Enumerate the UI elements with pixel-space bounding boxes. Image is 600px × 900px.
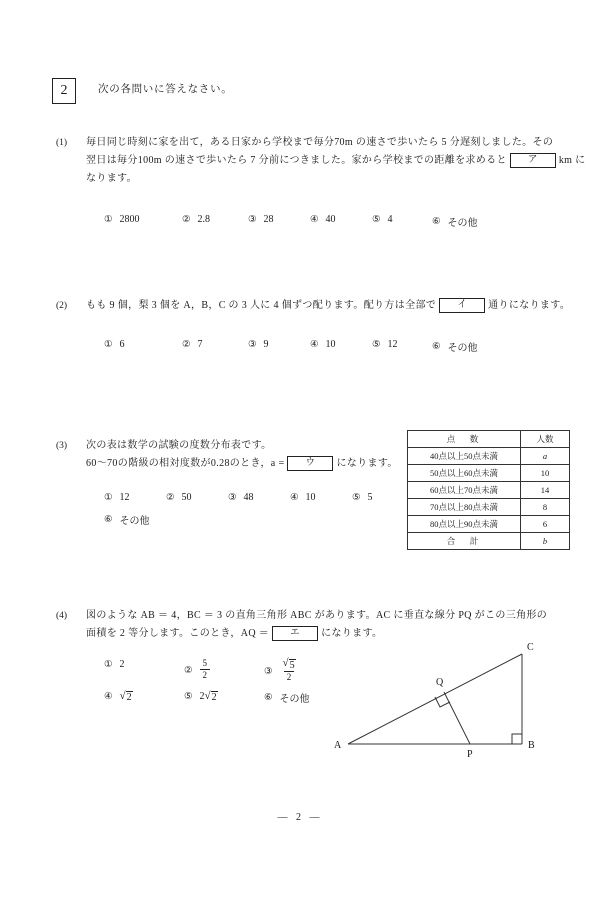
question-3 [56,437,398,473]
choice-2-3-value: 9 [263,339,269,350]
choice-2-5-num: ⑤ [372,340,381,350]
question-4-label: (4) [56,611,68,621]
choice-1-4-num: ④ [310,215,319,225]
question-1-line-2-text: 翌日は毎分100m の速さで歩いたら 7 分前につきました。家から学校までの距離を求めると [86,155,507,166]
section-instruction: 次の各問いに答えなさい。 [98,84,233,95]
table-row [408,499,570,516]
choice-1-6-num: ⑥ [432,217,441,227]
choice-3-4[interactable] [290,492,352,503]
choice-1-5-value: 4 [387,214,393,225]
sqrt-icon: √ 2 [204,690,217,703]
vertex-label-b: B [528,740,535,751]
fraction-numerator: 5 [202,658,208,668]
table-cell-range: 80点以上90点未満 [408,516,521,533]
question-1-line-3: なります。 [86,173,137,184]
choice-1-1-num: ① [104,215,113,225]
choice-4-2[interactable] [184,659,264,682]
choice-4-6[interactable] [264,690,310,705]
section-header [52,78,232,104]
choice-4-5-num: ⑤ [184,692,193,702]
choice-1-3[interactable] [248,214,310,225]
choice-1-2-value: 2.8 [197,214,211,225]
question-1-label: (1) [56,138,68,148]
choice-4-3-num: ③ [264,667,273,677]
question-4-choices-row2 [104,690,310,705]
choice-4-5-coefficient: 2 [199,691,205,702]
choice-1-2[interactable] [182,214,248,225]
sqrt-icon: √ 2 [119,690,132,703]
question-3-choices [104,492,373,503]
choice-1-3-value: 28 [263,214,274,225]
question-2-after-box: 通りになります。 [488,300,571,311]
question-3-after-box: になります。 [336,458,398,469]
choice-4-6-num: ⑥ [264,693,273,703]
table-cell-total-label: 合 計 [408,533,521,550]
choice-3-5-num: ⑤ [352,493,361,503]
frequency-distribution-table [407,430,570,550]
answer-box-a[interactable]: ア [510,153,556,168]
fraction-numerator [280,658,299,671]
segment-pq [444,692,470,744]
section-number: 2 [52,78,76,104]
choice-4-4-num: ④ [104,692,113,702]
question-4-line-1: 図のような AB ＝ 4，BC ＝ 3 の直角三角形 ABC があります。AC に垂直な線分 PQ がこの三角形の [86,610,548,621]
choice-3-1[interactable] [104,492,166,503]
question-4-choices-row1 [104,659,299,684]
table-cell-count: a [521,448,570,465]
table-header-score: 点 数 [408,431,521,448]
choice-2-4-value: 10 [325,339,336,350]
question-3-label: (3) [56,441,68,451]
choice-2-5-value: 12 [387,339,398,350]
choice-3-4-num: ④ [290,493,299,503]
choice-3-1-value: 12 [119,492,130,503]
segment-ca [348,654,522,744]
sqrt-icon: √ 5 [282,657,295,671]
table-header-row [408,431,570,448]
question-3-line-2-text: 60〜70の階級の相対度数が0.28のとき，a = [86,458,285,469]
choice-3-2[interactable] [166,492,228,503]
answer-box-i[interactable]: イ [439,298,485,313]
triangle-figure [330,635,570,765]
question-4-line-2-text: 面積を 2 等分します。このとき，AQ ＝ [86,628,270,639]
choice-2-2[interactable] [182,339,248,350]
question-2-choices [104,339,478,354]
choice-1-5[interactable] [372,214,432,225]
choice-3-5[interactable] [352,492,373,503]
choice-4-4[interactable] [104,690,184,703]
table-cell-range: 40点以上50点未満 [408,448,521,465]
table-row [408,482,570,499]
choice-2-6-num: ⑥ [432,342,441,352]
choice-4-6-value: その他 [279,694,310,705]
table-cell-count: 14 [521,482,570,499]
table-cell-range: 60点以上70点未満 [408,482,521,499]
question-2-label: (2) [56,301,68,311]
question-4-after-box: になります。 [321,628,383,639]
choice-3-2-value: 50 [181,492,192,503]
choice-4-2-num: ② [184,666,193,676]
choice-1-4[interactable] [310,214,372,225]
choice-1-5-num: ⑤ [372,215,381,225]
question-2-line-1-text: もも 9 個，梨 3 個を A，B，C の 3 人に 4 個ずつ配ります。配り方は全部で [86,300,437,311]
vertex-label-a: A [334,740,342,751]
table-cell-range: 50点以上60点未満 [408,465,521,482]
choice-2-6-value: その他 [447,343,478,354]
choice-4-1[interactable] [104,659,184,670]
vertex-label-c: C [527,642,534,653]
table-cell-total-value: b [521,533,570,550]
answer-box-u[interactable]: ウ [287,456,333,471]
question-1-line-2 [72,152,586,170]
fraction-denominator: 2 [200,669,211,681]
question-2-line-1 [72,297,570,315]
choice-1-6[interactable] [432,214,478,229]
table-cell-count: 6 [521,516,570,533]
choice-2-2-value: 7 [197,339,203,350]
page-footer: — 2 — [277,812,323,823]
vertex-label-p: P [467,749,473,760]
vertex-label-q: Q [436,677,444,688]
choice-2-4[interactable] [310,339,372,350]
choice-1-4-value: 40 [325,214,336,225]
choice-4-2-fraction [200,658,211,681]
question-1-choices [104,214,478,229]
question-1-after-box: km に [558,155,586,166]
table-cell-count: 8 [521,499,570,516]
choice-2-3-num: ③ [248,340,257,350]
table-row [408,465,570,482]
choice-3-6-num: ⑥ [104,515,113,525]
choice-3-3[interactable] [228,492,290,503]
triangle-svg [330,635,570,765]
table-row [408,448,570,465]
choice-4-1-value: 2 [119,659,125,670]
choice-2-1-value: 6 [119,339,125,350]
choice-4-3[interactable] [264,659,299,684]
choice-2-2-num: ② [182,340,191,350]
choice-3-1-num: ① [104,493,113,503]
table-cell-count: 10 [521,465,570,482]
choice-3-2-num: ② [166,493,175,503]
question-3-line-1: 次の表は数学の試験の度数分布表です。 [86,440,272,451]
right-angle-mark-b [512,734,522,744]
table-cell-range: 70点以上80点未満 [408,499,521,516]
choice-4-3-fraction [280,658,299,683]
choice-3-3-value: 48 [243,492,254,503]
table-row [408,516,570,533]
choice-3-5-value: 5 [367,492,373,503]
question-1 [56,134,586,188]
choice-4-5[interactable] [184,690,264,703]
choice-3-3-num: ③ [228,493,237,503]
choice-1-1[interactable] [104,214,182,225]
question-1-line-1: 毎日同じ時刻に家を出て，ある日家から学校まで毎分70m の速さで歩いたら 5 分遅刻しました。その [86,137,554,148]
choice-4-1-num: ① [104,660,113,670]
choice-2-1[interactable] [104,339,182,350]
table-total-row [408,533,570,550]
choice-1-3-num: ③ [248,215,257,225]
choice-3-6[interactable] [104,512,150,527]
choice-2-1-num: ① [104,340,113,350]
choice-2-6[interactable] [432,339,478,354]
choice-3-4-value: 10 [305,492,316,503]
question-3-choices-row2 [104,512,150,527]
table-header-count: 人数 [521,431,570,448]
choice-2-4-num: ④ [310,340,319,350]
question-2 [56,297,571,315]
choice-3-6-value: その他 [119,516,150,527]
choice-1-1-value: 2800 [119,214,140,225]
answer-box-e[interactable]: エ [272,626,318,641]
question-3-line-2 [72,455,398,473]
choice-1-2-num: ② [182,215,191,225]
fraction-denominator: 2 [284,671,295,683]
choice-2-5[interactable] [372,339,432,350]
choice-2-3[interactable] [248,339,310,350]
choice-1-6-value: その他 [447,218,478,229]
